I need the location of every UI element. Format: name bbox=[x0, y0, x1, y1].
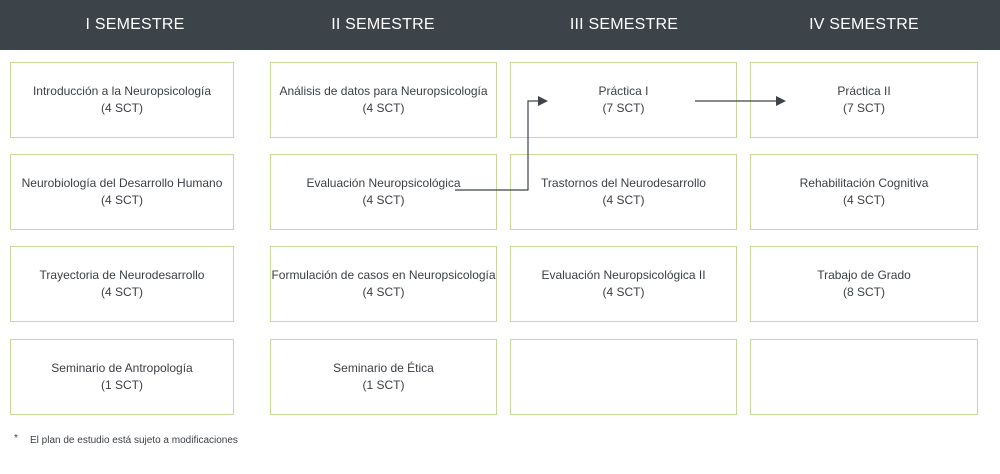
course-name: Formulación de casos en Neuropsicología bbox=[271, 268, 496, 282]
course-name: Evaluación Neuropsicológica bbox=[306, 176, 461, 190]
course-credits: (4 SCT) bbox=[602, 285, 645, 299]
arrow-head-practica-1 bbox=[538, 96, 548, 106]
arrow-evaluacion-to-practica-1 bbox=[455, 101, 540, 190]
course-credits: (4 SCT) bbox=[602, 193, 645, 207]
course-credits: (1 SCT) bbox=[101, 378, 143, 392]
course-name: Neurobiología del Desarrollo Humano bbox=[21, 176, 223, 190]
course-credits: (7 SCT) bbox=[602, 101, 645, 115]
course-name: Seminario de Ética bbox=[333, 361, 434, 375]
semester-4-title: IV SEMESTRE bbox=[809, 16, 919, 33]
semester-1-title: I SEMESTRE bbox=[85, 16, 185, 33]
course-credits: (4 SCT) bbox=[101, 193, 143, 207]
course-credits: (4 SCT) bbox=[362, 101, 405, 115]
course-credits: (4 SCT) bbox=[362, 285, 405, 299]
course-credits: (4 SCT) bbox=[101, 101, 143, 115]
course-name: Práctica II bbox=[837, 84, 891, 98]
course-credits: (7 SCT) bbox=[843, 101, 885, 115]
course-credits: (4 SCT) bbox=[362, 193, 405, 207]
course-name: Introducción a la Neuropsicología bbox=[32, 84, 212, 98]
semester-2-title: II SEMESTRE bbox=[331, 16, 435, 33]
course-credits: (8 SCT) bbox=[843, 285, 885, 299]
course-name: Seminario de Antropología bbox=[51, 361, 193, 375]
arrow-head-practica-2 bbox=[776, 96, 786, 106]
course-name: Trabajo de Grado bbox=[817, 268, 911, 282]
course-name: Evaluación Neuropsicológica II bbox=[541, 268, 706, 282]
course-name: Análisis de datos para Neuropsicología bbox=[279, 84, 488, 98]
course-name: Trastornos del Neurodesarrollo bbox=[541, 176, 706, 190]
course-name: Trayectoria de Neurodesarrollo bbox=[39, 268, 205, 282]
course-name: Práctica I bbox=[598, 84, 649, 98]
course-credits: (4 SCT) bbox=[843, 193, 885, 207]
course-credits: (4 SCT) bbox=[101, 285, 143, 299]
footnote-text: El plan de estudio está sujeto a modificaciones bbox=[30, 435, 238, 446]
semester-3-title: III SEMESTRE bbox=[569, 16, 679, 33]
footnote-marker: * bbox=[14, 433, 18, 444]
course-name: Rehabilitación Cognitiva bbox=[799, 176, 929, 190]
course-credits: (1 SCT) bbox=[362, 378, 405, 392]
